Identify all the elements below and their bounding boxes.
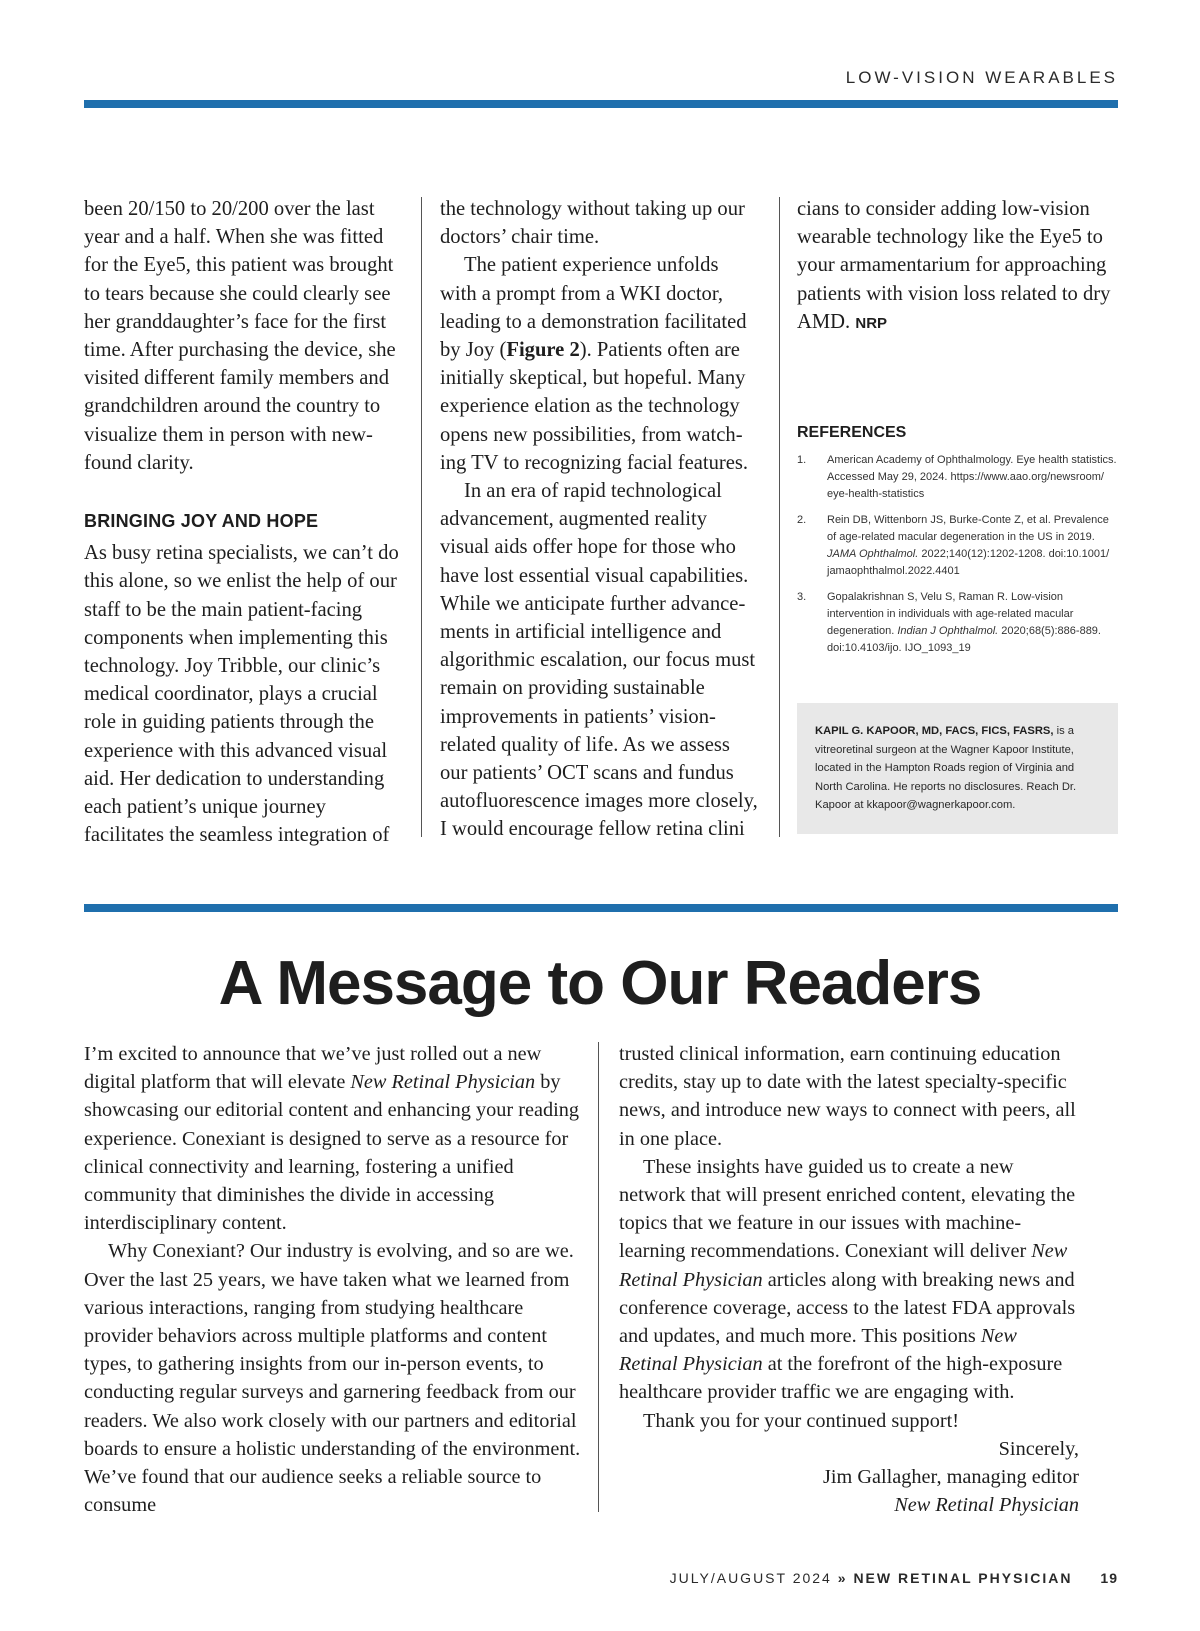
- message-paragraph: Thank you for your continued support!: [643, 1409, 959, 1432]
- message-paragraph: trusted clinical information, earn continuing education credits, stay up to date with the latest specialty-specific news, and introduce new ways to connect with peers, all in one place.: [619, 1043, 1076, 1150]
- issue-date: JULY/AUGUST 2024: [669, 1570, 832, 1586]
- references-list: [797, 452, 1117, 666]
- article-column-3: [797, 195, 1119, 338]
- message-column-1: [84, 1040, 584, 1519]
- article-column-1: [84, 195, 404, 849]
- running-head: LOW-VISION WEARABLES: [845, 68, 1118, 87]
- body-paragraph: As busy retina specialists, we can’t do this alone, so we enlist the help of our staff to be the main patient-facing components when implementing this technology. Joy Tribble, our clinic’s medical coordinator, plays a crucial role in guiding patients through the experience with this advanced visual aid. Her dedication to understanding each patient’s unique journey facilitates the seamless integration of: [84, 542, 399, 847]
- message-column-2: [619, 1040, 1079, 1519]
- message-paragraph: I’m excited to announce that we’ve just rolled out a new digital platform that will elevate New Retinal Physician by showcasing our editorial content and enhancing your reading experience. Conexiant is designed to serve as a resource for clinical connectivity and learning, fostering a unified community that diminishes the divide in accessing interdisciplinary content.: [84, 1043, 580, 1235]
- signer: Jim Gallagher, managing editor: [822, 1466, 1079, 1489]
- references-heading: REFERENCES: [797, 424, 907, 441]
- message-paragraph: Why Conexiant? Our industry is evolving, and so are we. Over the last 25 years, we have taken what we learned from various interactions, ranging from studying healthcare provider behaviors across multiple platforms and content types, to gathering insights from our in-person events, to conducting regular surveys and garnering feedback from our readers. We also work closely with our partners and editorial boards to ensure a holistic understanding of the environment. We’ve found that our audience seeks a reliable source to consume: [84, 1240, 581, 1517]
- column-divider: [421, 197, 422, 837]
- message-title: A Message to Our Readers: [218, 949, 982, 1018]
- reference-item: 1. American Academy of Ophthalmology. Eye health statistics. Accessed May 29, 2024. https://www.aao.org/newsroom/ eye-health-statistics: [797, 454, 1117, 500]
- author-name: KAPIL G. KAPOOR, MD, FACS, FICS, FASRS,: [815, 725, 1054, 737]
- end-mark: NRP: [855, 314, 888, 332]
- figure-reference: Figure 2: [506, 339, 580, 362]
- footer-separator: »: [837, 1570, 848, 1586]
- footer-publication: NEW RETINAL PHYSICIAN: [853, 1570, 1073, 1586]
- reference-item: 2. Rein DB, Wittenborn JS, Burke-Conte Z, et al. Prevalence of age-related macular degeneration in the US in 2019. JAMA Ophthalmol. 2022;140(12):1202-1208. doi:10.1001/ jamaophthalmol.2022.4401: [797, 514, 1110, 577]
- author-bio-box: [797, 703, 1118, 834]
- page-number: 19: [1100, 1570, 1118, 1586]
- column-divider: [779, 197, 780, 837]
- body-paragraph: The patient experience unfolds with a prompt from a WKI doctor, leading to a demonstration facilitated by Joy (Figure 2). Patients often are initially skeptical, but hopeful. Many experience elation as the technology opens new possibilities, from watching TV to recognizing facial features.: [440, 254, 749, 474]
- body-paragraph: cians to consider adding low-vision wearable technology like the Eye5 to your armamentarium for approaching patients with vision loss related to dry AMD. NRP: [797, 198, 1111, 333]
- body-paragraph: the technology without taking up our doctors’ chair time.: [440, 198, 745, 249]
- column-divider: [598, 1042, 599, 1512]
- reference-item: 3. Gopalakrishnan S, Velu S, Raman R. Low-vision intervention in individuals with age-related macular degeneration. Indian J Ophthalmol. 2020;68(5):886-889. doi:10.4103/ijo. IJO_1093_19: [797, 591, 1101, 654]
- body-paragraph: been 20/150 to 20/200 over the last year and a half. When she was fitted for the Eye5, this patient was brought to tears because she could clearly see her granddaughter’s face for the first time. After purchasing the device, she visited different family members and grandchildren around the country to visualize them in person with newfound clarity.: [84, 198, 396, 474]
- signoff: Sincerely,: [998, 1437, 1079, 1460]
- body-paragraph: In an era of rapid technological advancement, augmented reality visual aids offer hope for those who have lost essential visual capabilities. While we anticipate further advancements in artificial intelligence and algorithmic escalation, our focus must remain on providing sustainable improvements in patients’ vision-related quality of life. As we assess our patients’ OCT scans and fundus autofluorescence images more closely, I would encourage fellow retina clini: [440, 480, 758, 841]
- signer-publication: New Retinal Physician: [894, 1494, 1079, 1517]
- top-divider: [84, 100, 1118, 108]
- author-bio-text: is a vitreoretinal surgeon at the Wagner Kapoor Institute, located in the Hampton Roads region of Virginia and North Carolina. He reports no disclosures. Reach Dr. Kapoor at kkapoor@wagnerkapoor.com.: [815, 725, 1077, 812]
- section-divider: [84, 904, 1118, 912]
- page-footer: [670, 1570, 1118, 1586]
- message-paragraph: These insights have guided us to create a new network that will present enriched content, elevating the topics that we feature in our issues with machine-learning recommendations. Conexiant will deliver New Retinal Physician articles along with breaking news and conference coverage, access to the latest FDA approvals and updates, and much more. This positions New Retinal Physician at the forefront of the high-exposure healthcare provider traffic we are engaging with.: [619, 1155, 1076, 1404]
- article-column-2: [440, 195, 760, 844]
- section-subhead: BRINGING JOY AND HOPE: [84, 511, 319, 532]
